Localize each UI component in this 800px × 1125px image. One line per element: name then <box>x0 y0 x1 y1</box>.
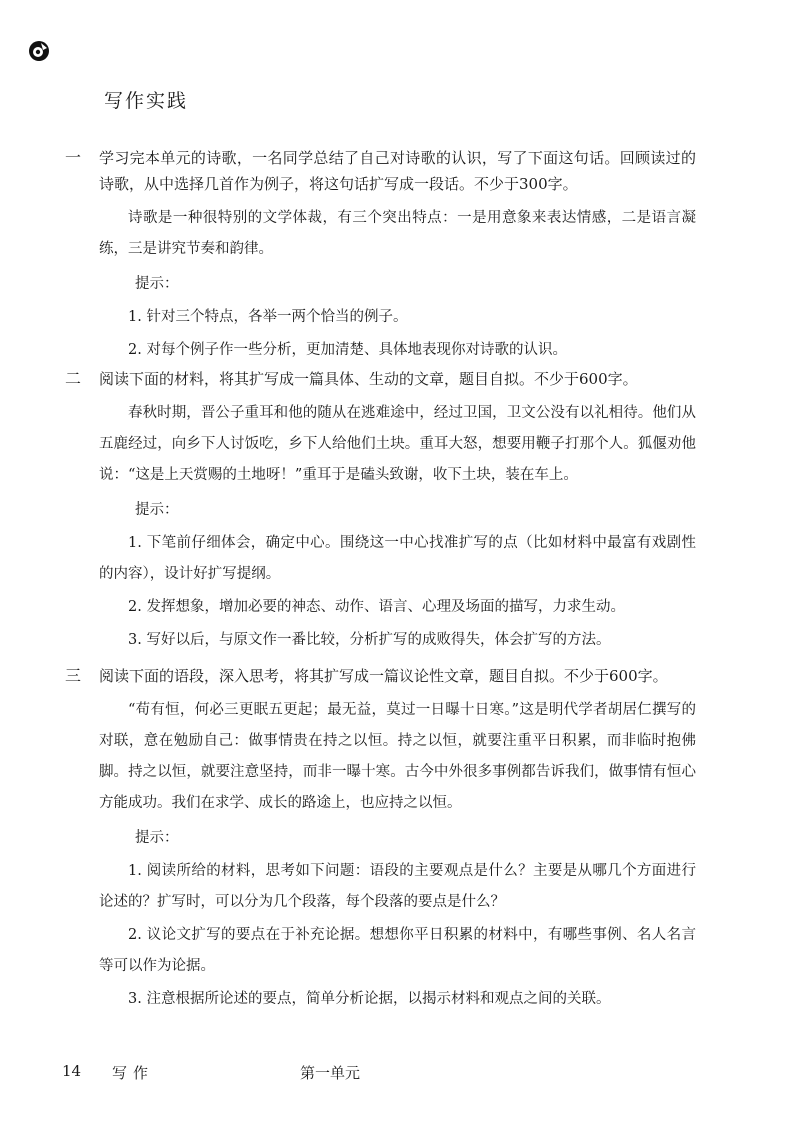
hint-item: 2. 议论文扩写的要点在于补充论据。想想你平日积累的材料中，有哪些事例、名人名言等可以作为论据。 <box>99 927 696 974</box>
hint-item: 1. 阅读所给的材料，思考如下问题：语段的主要观点是什么？主要是从哪几个方面进行论述的？扩写时，可以分为几个段落，每个段落的要点是什么？ <box>99 863 696 910</box>
footer-unit-label: 第一单元 <box>300 1064 361 1082</box>
hint-item: 3. 写好以后，与原文作一番比较，分析扩写的成败得失，体会扩写的方法。 <box>128 632 611 648</box>
page-title: 写作实践 <box>104 90 189 112</box>
corner-logo-icon <box>28 40 50 62</box>
material-paragraph: 诗歌是一种很特别的文学体裁，有三个突出特点：一是用意象来表达情感，二是语言凝练，三是讲究节奏和韵律。 <box>99 210 696 257</box>
hint-label: 提示： <box>135 276 179 292</box>
exercise-section-3 <box>0 663 800 1015</box>
hint-item: 1. 针对三个特点，各举一两个恰当的例子。 <box>128 309 408 325</box>
hint-item: 3. 注意根据所论述的要点，简单分析论据，以揭示材料和观点之间的关联。 <box>128 991 611 1007</box>
exercise-section-1 <box>0 145 800 366</box>
section-prompt: 阅读下面的材料，将其扩写成一篇具体、生动的文章，题目自拟。不少于600字。 <box>99 370 638 388</box>
section-prompt: 学习完本单元的诗歌，一名同学总结了自己对诗歌的认识，写了下面这句话。回顾读过的诗歌，从中选择几首作为例子，将这句话扩写成一段话。不少于300字。 <box>99 149 696 193</box>
hint-item: 2. 对每个例子作一些分析，更加清楚、具体地表现你对诗歌的认识。 <box>128 342 567 358</box>
exercise-section-2 <box>0 366 800 656</box>
hint-item: 1. 下笔前仔细体会，确定中心。围绕这一中心找准扩写的点（比如材料中最富有戏剧性的内容），设计好扩写提纲。 <box>99 535 696 582</box>
hint-label: 提示： <box>135 502 179 518</box>
material-paragraph: “苟有恒，何必三更眠五更起；最无益，莫过一日曝十日寒。”这是明代学者胡居仁撰写的对联，意在勉励自己：做事情贵在持之以恒。持之以恒，就要注重平日积累，而非临时抱佛脚。持之以恒，就要注意坚持，而非一曝十寒。古今中外很多事例都告诉我们，做事情有恒心方能成功。我们在求学、成长的路途上，也应持之以恒。 <box>99 702 696 811</box>
hint-label: 提示： <box>135 830 179 846</box>
section-number: 二 <box>65 369 82 388</box>
page-number: 14 <box>62 1062 82 1080</box>
footer-section-label: 写作 <box>112 1064 155 1082</box>
section-prompt: 阅读下面的语段，深入思考，将其扩写成一篇议论性文章，题目自拟。不少于600字。 <box>99 667 668 685</box>
hint-item: 2. 发挥想象，增加必要的神态、动作、语言、心理及场面的描写，力求生动。 <box>128 599 625 615</box>
material-paragraph: 春秋时期，晋公子重耳和他的随从在逃难途中，经过卫国，卫文公没有以礼相待。他们从五鹿经过，向乡下人讨饭吃，乡下人给他们土块。重耳大怒，想要用鞭子打那个人。狐偃劝他说：“这是上天赏赐的土地呀！”重耳于是磕头致谢，收下土块，装在车上。 <box>99 405 696 483</box>
section-number: 三 <box>65 666 82 685</box>
section-number: 一 <box>65 148 82 167</box>
